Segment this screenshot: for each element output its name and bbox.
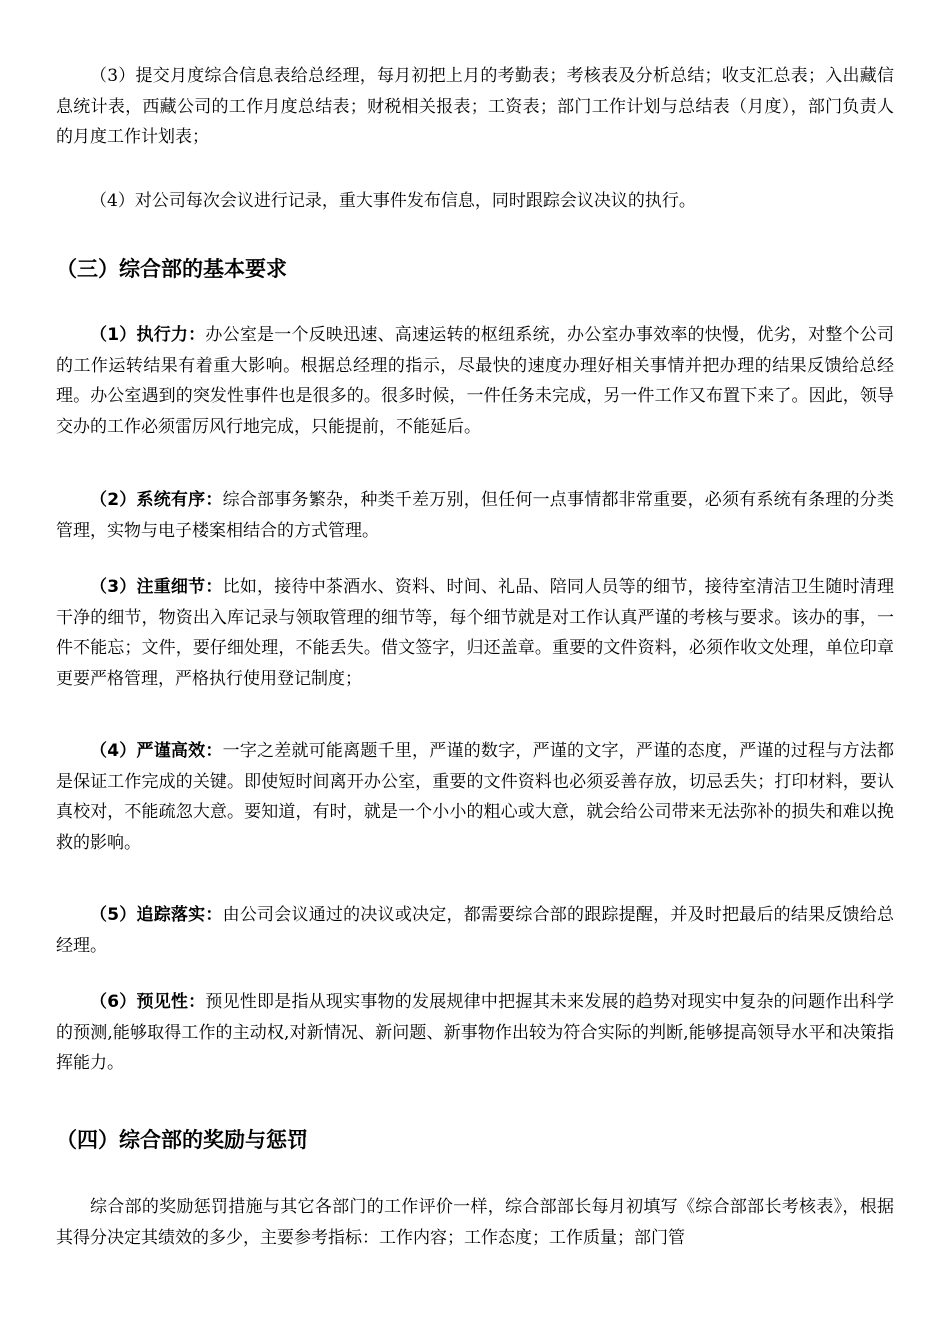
requirement-label: （3）注重细节： [90, 577, 223, 597]
requirement-label: （5）追踪落实： [90, 905, 223, 925]
paragraph-meeting-records: （4）对公司每次会议进行记录，重大事件发布信息，同时跟踪会议决议的执行。 [90, 191, 696, 211]
requirement-label: （2）系统有序： [90, 490, 223, 510]
requirement-label: （1）执行力： [90, 325, 206, 345]
section-heading-basic-requirements: （三）综合部的基本要求 [56, 257, 287, 281]
paragraph-rewards-penalties: 综合部的奖励惩罚措施与其它各部门的工作评价一样，综合部部长每月初填写《综合部部长考核表》，根据其得分决定其绩效的多少，主要参考指标：工作内容；工作态度；工作质量；部门管 [56, 1197, 894, 1248]
requirement-text: 办公室是一个反映迅速、高速运转的枢纽系统，办公室办事效率的快慢，优劣，对整个公司的工作运转结果有着重大影响。根据总经理的指示，尽最快的速度办理好相关事情并把办理的结果反馈给总经理。办公室遇到的突发性事件也是很多的。很多时候，一件任务未完成，另一件工作又布置下来了。因此，领导交办的工作必须雷厉风行地完成，只能提前，不能延后。 [56, 325, 894, 437]
requirement-label: （6）预见性： [90, 992, 206, 1012]
requirement-item [56, 987, 894, 1079]
requirement-item [56, 572, 894, 694]
paragraph-monthly-reports: （3）提交月度综合信息表给总经理，每月初把上月的考勤表；考核表及分析总结；收支汇总表；入出藏信息统计表，西藏公司的工作月度总结表；财税相关报表；工资表；部门工作计划与总结表（月度），部门负责人的月度工作计划表； [56, 66, 894, 148]
requirement-text: 比如，接待中茶酒水、资料、时间、礼品、陪同人员等的细节，接待室清洁卫生随时清理干净的细节，物资出入库记录与领取管理的细节等，每个细节就是对工作认真严谨的考核与要求。该办的事，一件不能忘；文件，要仔细处理，不能丢失。借文签字，归还盖章。重要的文件资料，必须作收文处理，单位印章更要严格管理，严格执行使用登记制度； [56, 577, 894, 689]
requirement-text: 预见性即是指从现实事物的发展规律中把握其未来发展的趋势对现实中复杂的问题作出科学的预测,能够取得工作的主动权,对新情况、新问题、新事物作出较为符合实际的判断,能够提高领导水平和决策指挥能力。 [56, 992, 894, 1074]
requirement-text: 一字之差就可能离题千里，严谨的数字，严谨的文字，严谨的态度，严谨的过程与方法都是保证工作完成的关键。即使短时间离开办公室，重要的文件资料也必须妥善存放，切忌丢失；打印材料，要认真校对，不能疏忽大意。要知道，有时，就是一个小小的粗心或大意，就会给公司带来无法弥补的损失和难以挽救的影响。 [56, 741, 894, 853]
requirement-item [56, 485, 894, 546]
requirement-item [56, 736, 894, 858]
requirement-text: 由公司会议通过的决议或决定，都需要综合部的跟踪提醒，并及时把最后的结果反馈给总经理。 [56, 905, 894, 956]
requirement-item [56, 900, 894, 961]
section-heading-rewards-penalties: （四）综合部的奖励与惩罚 [56, 1128, 308, 1152]
requirement-label: （4）严谨高效： [90, 741, 223, 761]
requirement-item [56, 320, 894, 442]
requirement-text: 综合部事务繁杂，种类千差万别，但任何一点事情都非常重要，必须有系统有条理的分类管理，实物与电子楼案相结合的方式管理。 [56, 490, 894, 541]
